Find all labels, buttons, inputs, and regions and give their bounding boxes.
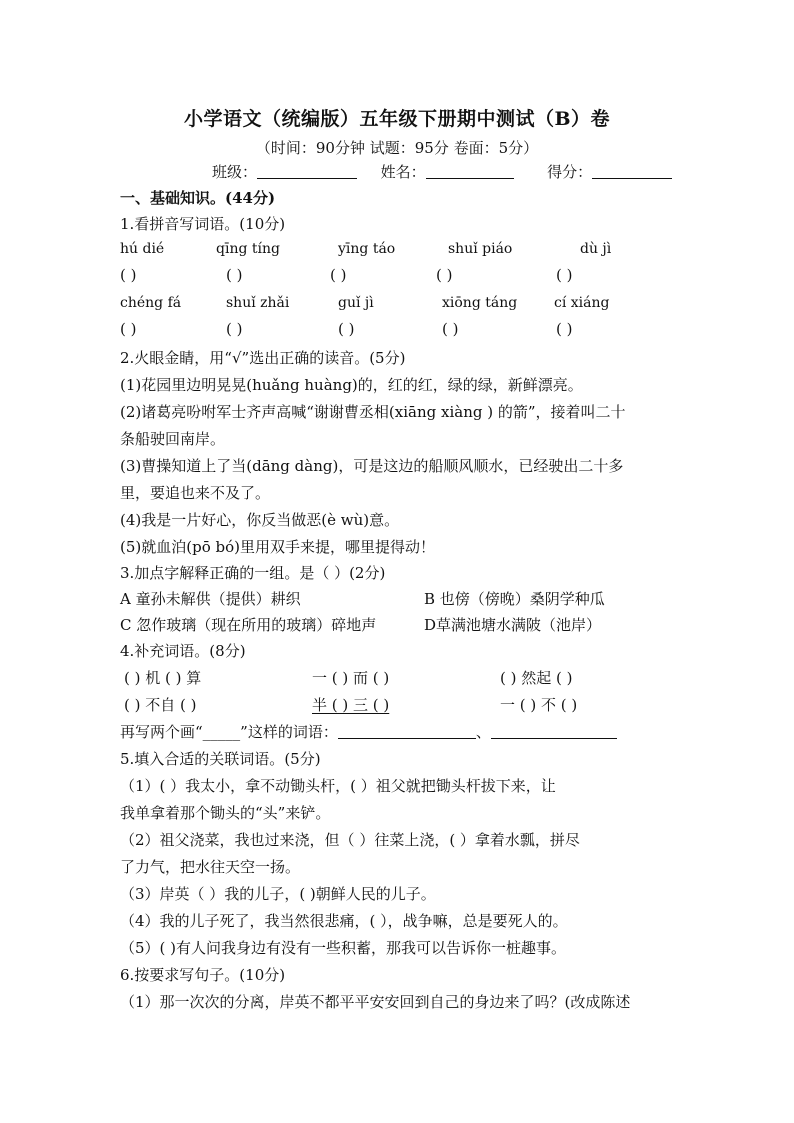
- q1-pinyin-9: xiōng táng: [442, 295, 518, 311]
- q1-answer-box[interactable]: ( ): [226, 266, 243, 284]
- q4-idiom-4[interactable]: ( ) 不自 ( ): [124, 696, 197, 714]
- q2-item-3: (3)曹操知道上了当(dāng dàng)，可是这边的船顺风顺水，已经驶出二十多: [120, 457, 624, 475]
- q1-answer-box[interactable]: ( ): [556, 266, 573, 284]
- q5-item-1: （1）( ）我太小，拿不动锄头杆，( ）祖父就把锄头杆拔下来，让: [120, 777, 556, 795]
- q6-item-1: （1）那一次次的分离，岸英不都平平安安回到自己的身边来了吗？(改成陈述: [120, 993, 631, 1011]
- q1-answer-box[interactable]: ( ): [436, 266, 453, 284]
- exam-title: 小学语文（统编版）五年级下册期中测试（B）卷: [183, 108, 611, 130]
- q1-pinyin-7: shuǐ zhǎi: [226, 295, 290, 311]
- q3-option-d[interactable]: D草满池塘水满陂（池岸）: [424, 616, 602, 634]
- q3-option-c[interactable]: C 忽作玻璃（现在所用的玻璃）碎地声: [120, 616, 377, 634]
- q4-idiom-5-underlined[interactable]: 半 ( ) 三 ( ): [312, 696, 390, 714]
- q1-pinyin-1: hú dié: [120, 241, 165, 257]
- name-label: 姓名：: [380, 163, 426, 181]
- q1-pinyin-3: yīng táo: [338, 241, 396, 257]
- q1-pinyin-4: shuǐ piáo: [448, 241, 513, 257]
- q3-option-a[interactable]: A 童孙未解供（提供）耕织: [120, 590, 301, 608]
- q5-title: 5.填入合适的关联词语。(5分): [120, 750, 321, 768]
- class-blank[interactable]: [257, 162, 357, 179]
- class-label: 班级：: [212, 163, 258, 181]
- q1-answer-box[interactable]: ( ): [330, 266, 347, 284]
- q4-idiom-1[interactable]: ( ) 机 ( ) 算: [124, 669, 202, 687]
- q6-title: 6.按要求写句子。(10分): [120, 966, 286, 984]
- q2-item-2: (2)诸葛亮吩咐军士齐声高喊“谢谢曹丞相(xiāng xiàng ) 的箭”，接着叫二十: [120, 403, 626, 421]
- q5-item-1-cont: 我单拿着那个锄头的“头”来铲。: [120, 804, 331, 822]
- q2-item-1: (1)花园里边明晃晃(huǎng huàng)的，红的红，绿的绿，新鲜漂亮。: [120, 376, 583, 394]
- q2-item-4: (4)我是一片好心，你反当做恶(è wù)意。: [120, 511, 400, 529]
- name-blank[interactable]: [426, 162, 514, 179]
- q1-pinyin-2: qīng tíng: [216, 241, 280, 257]
- student-info-row: [212, 161, 672, 182]
- q1-answer-box[interactable]: ( ): [556, 320, 573, 338]
- score-blank[interactable]: [592, 162, 672, 179]
- q4-title: 4.补充词语。(8分): [120, 642, 246, 660]
- q4-extra-separator: 、: [475, 723, 491, 741]
- section-1-title: 一、基础知识。(44分): [120, 189, 276, 207]
- q1-answer-box[interactable]: ( ): [120, 320, 137, 338]
- q5-item-2-cont: 了力气，把水往天空一扬。: [120, 858, 301, 876]
- q2-item-5: (5)就血泊(pō bó)里用双手来提，哪里提得动！: [120, 538, 435, 556]
- q1-pinyin-8: guǐ jì: [338, 295, 374, 311]
- q2-item-3-cont: 里，要追也来不及了。: [120, 484, 271, 502]
- q5-item-4: （4）我的儿子死了，我当然很悲痛，( ），战争嘛，总是要死人的。: [120, 912, 568, 930]
- q5-item-5: （5）( )有人问我身边有没有一些积蓄，那我可以告诉你一桩趣事。: [120, 939, 567, 957]
- score-label: 得分：: [547, 163, 593, 181]
- q4-idiom-3[interactable]: ( ) 然起 ( ): [500, 669, 573, 687]
- q4-idiom-6[interactable]: 一 ( ) 不 ( ): [500, 696, 578, 714]
- q1-pinyin-10: cí xiáng: [554, 295, 610, 311]
- q2-title: 2.火眼金睛，用“√”选出正确的读音。(5分): [120, 349, 406, 367]
- q4-idiom-2[interactable]: 一 ( ) 而 ( ): [312, 669, 390, 687]
- q4-extra-blank-1[interactable]: [338, 724, 476, 739]
- q4-extra-row: [120, 721, 617, 742]
- q1-answer-box[interactable]: ( ): [338, 320, 355, 338]
- q2-item-2-cont: 条船驶回南岸。: [120, 430, 226, 448]
- q1-answer-box[interactable]: ( ): [120, 266, 137, 284]
- exam-subtitle: （时间：90分钟 试题：95分 卷面：5分）: [255, 139, 539, 157]
- q5-item-3: （3）岸英（ ）我的儿子，( )朝鲜人民的儿子。: [120, 885, 436, 903]
- q1-answer-box[interactable]: ( ): [442, 320, 459, 338]
- q1-title: 1.看拼音写词语。(10分): [120, 215, 286, 233]
- q3-title: 3.加点字解释正确的一组。是（ ）(2分): [120, 564, 386, 582]
- q4-extra-blank-2[interactable]: [491, 724, 617, 739]
- q1-pinyin-5: dù jì: [580, 241, 612, 257]
- q4-extra-prompt: 再写两个画“_____”这样的词语：: [120, 723, 338, 741]
- q1-answer-box[interactable]: ( ): [226, 320, 243, 338]
- q1-pinyin-6: chéng fá: [120, 295, 182, 311]
- q5-item-2: （2）祖父浇菜，我也过来浇，但（ ）往菜上浇，( ）拿着水瓢，拼尽: [120, 831, 580, 849]
- q3-option-b[interactable]: B 也傍（傍晚）桑阴学种瓜: [424, 590, 605, 608]
